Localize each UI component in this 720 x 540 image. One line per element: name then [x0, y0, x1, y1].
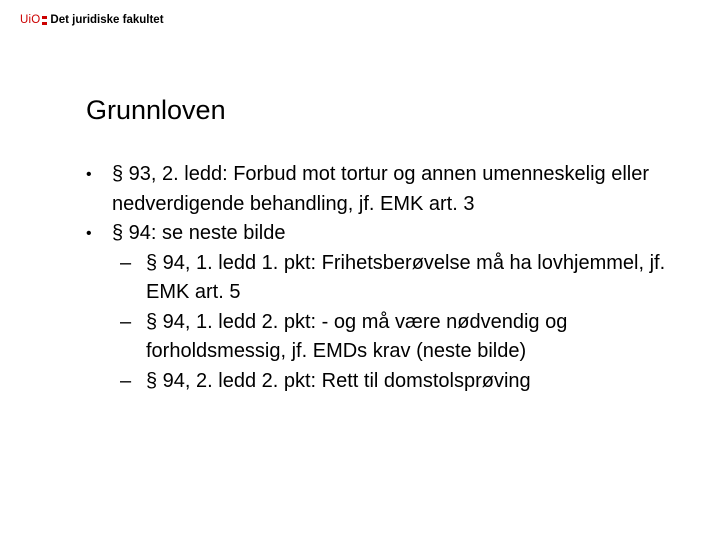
sub-bullet-marker: – — [120, 251, 132, 274]
faculty-header — [20, 12, 164, 28]
slide-title: Grunnloven — [86, 95, 226, 125]
sub-bullet-marker: – — [120, 310, 132, 333]
sub-bullet-item — [86, 308, 686, 367]
slide-content — [86, 160, 686, 396]
sub-bullet-item — [86, 367, 686, 397]
bullet-marker: • — [86, 225, 92, 242]
uio-logo-mark — [42, 16, 47, 25]
sub-bullet-text: § 94, 1. ledd 2. pkt: - og må være nødvendig og forholdsmessig, jf. EMDs krav (neste bilde) — [146, 310, 568, 362]
bullet-marker: • — [86, 166, 92, 183]
bullet-item — [86, 160, 686, 219]
faculty-name: Det juridiske fakultet — [50, 14, 164, 26]
bullet-text: § 93, 2. ledd: Forbud mot tortur og annen umenneskelig eller nedverdigende behandling, jf. EMK art. 3 — [112, 163, 649, 215]
bullet-item — [86, 219, 686, 249]
sub-bullet-marker: – — [120, 369, 132, 392]
uio-logo: UiO — [20, 14, 41, 26]
bullet-text: § 94: se neste bilde — [112, 222, 286, 244]
sub-bullet-text: § 94, 2. ledd 2. pkt: Rett til domstolsprøving — [146, 369, 531, 392]
sub-bullet-item — [86, 249, 686, 308]
sub-bullet-text: § 94, 1. ledd 1. pkt: Frihetsberøvelse må ha lovhjemmel, jf. EMK art. 5 — [146, 251, 666, 303]
